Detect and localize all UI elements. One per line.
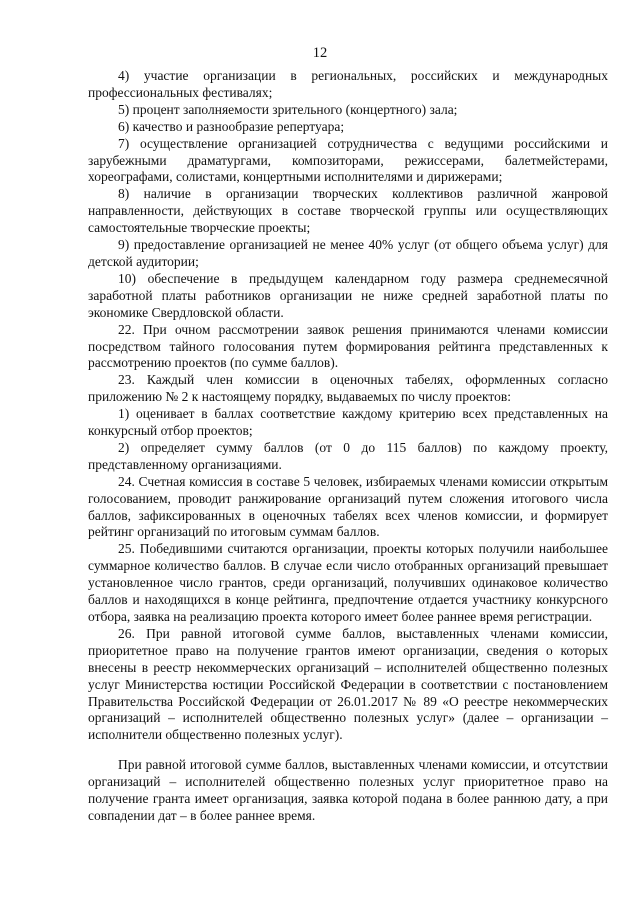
clause-23-item-1: 1) оценивает в баллах соответствие каждому критерию всех представленных на конкурсный отбор проектов; xyxy=(88,406,608,439)
list-item-salary: 10) обеспечение в предыдущем календарном году размера среднемесячной заработной платы работников организации не ниже средней заработной платы по экономике Свердловской области. xyxy=(88,270,608,320)
clause-25: 25. Победившими считаются организации, проекты которых получили наибольшее суммарное количество баллов. В случае если число отобранных организаций превышает установленное число грантов, среди организаций, получивших одинаковое количество баллов и находящихся в конце рейтинга, предпочтение отдается участнику конкурсного отбора, заявка на реализацию проекта которого имеет более раннее время регистрации. xyxy=(88,541,608,624)
clause-23-item-2: 2) определяет сумму баллов (от 0 до 115 баллов) по каждому проекту, представленному организациями. xyxy=(88,439,608,472)
clause-22: 22. При очном рассмотрении заявок решения принимаются членами комиссии посредством тайного голосования путем формирования рейтинга представленных к рассмотрению проектов (по сумме баллов). xyxy=(88,321,608,371)
list-item-cooperation: 7) осуществление организацией сотрудничества с ведущими российскими и зарубежными драматургами, композиторами, режиссерами, балетмейстерами, хореографами, солистами, концертными исполнителями и дирижерами; xyxy=(88,135,608,185)
document-body xyxy=(88,68,608,825)
clause-23: 23. Каждый член комиссии в оценочных табелях, оформленных согласно приложению № 2 к настоящему порядку, выдаваемых по числу проектов: xyxy=(88,372,608,405)
page-number: 12 xyxy=(312,45,328,61)
list-item-occupancy: 5) процент заполняемости зрительного (концертного) зала; xyxy=(118,101,458,117)
list-item-repertoire: 6) качество и разнообразие репертуара; xyxy=(118,118,345,134)
list-item-collectives: 8) наличие в организации творческих коллективов различной жанровой направленности, действующих в составе творческой группы или осуществляющих самостоятельные творческие проекты; xyxy=(88,186,608,236)
list-item-children-services: 9) предоставление организацией не менее 40% услуг (от общего объема услуг) для детской аудитории; xyxy=(88,237,608,269)
clause-26: 26. При равной итоговой сумме баллов, выставленных членами комиссии, приоритетное право на получение грантов имеют организации, сведения о которых внесены в реестр некоммерческих организаций – исполнителей общественно полезных услуг Министерства юстиции Российской Федерации в соответствии с постановлением Правительства Российской Федерации от 26.01.2017 № 89 «О реестре некоммерческих организаций – исполнителей общественно полезных услуг» (далее – организации – исполнители общественно полезных услуг). xyxy=(88,625,608,743)
clause-26-continuation: При равной итоговой сумме баллов, выставленных членами комиссии, и отсутствии организаций – исполнителей общественно полезных услуг приоритетное право на получение гранта имеет организация, заявка которой подана в более раннюю дату, а при совпадении дат – в более раннее время. xyxy=(88,757,608,823)
clause-24: 24. Счетная комиссия в составе 5 человек, избираемых членами комиссии открытым голосованием, проводит ранжирование организаций путем сложения итогового числа баллов, зафиксированных в оценочных табелях всех членов комиссии, и формирует рейтинг организаций по итоговым суммам баллов. xyxy=(88,473,608,540)
list-item-festivals: 4) участие организации в региональных, российских и международных профессиональных фестивалях; xyxy=(88,68,608,100)
